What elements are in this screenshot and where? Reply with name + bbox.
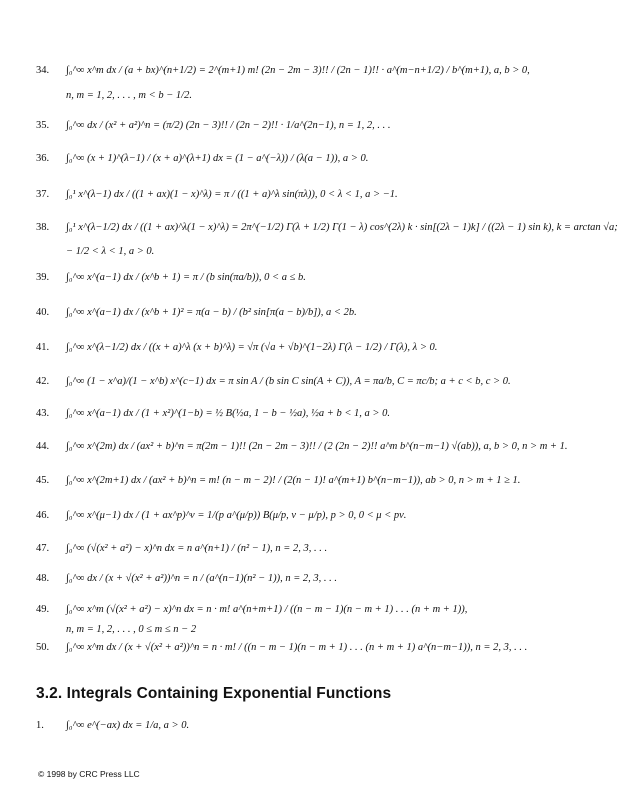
equation-body: ∫₀^∞ x^(2m+1) dx / (ax² + b)^n = m! (n − m − 2)! / (2(n − 1)! a^(m+1) b^(n−m−1)), ab > 0, n > m + 1 ≥ 1.	[66, 475, 521, 486]
equation-body: ∫₀^∞ x^(λ−1/2) dx / ((x + a)^λ (x + b)^λ) = √π (√a + √b)^(1−2λ) Γ(λ − 1/2) / Γ(λ), λ > 0.	[66, 342, 438, 353]
equation-condition: − 1/2 < λ < 1, a > 0.	[66, 246, 155, 257]
equation-number: 35.	[36, 120, 50, 131]
equation-condition: n, m = 1, 2, . . . , m < b − 1/2.	[66, 90, 192, 101]
equation-body: ∫₀^∞ x^(2m) dx / (ax² + b)^n = π(2m − 1)!! (2n − 2m − 3)!! / (2 (2n − 2)!! a^m b^(n−m−1) √(ab)), a, b > 0, n > m + 1.	[66, 441, 568, 452]
equation-body: ∫₀^∞ (√(x² + a²) − x)^n dx = n a^(n+1) / (n² − 1), n = 2, 3, . . .	[66, 543, 328, 554]
equation-number: 34.	[36, 65, 50, 76]
equation-body: ∫₀^∞ (x + 1)^(λ−1) / (x + a)^(λ+1) dx = (1 − a^(−λ)) / (λ(a − 1)), a > 0.	[66, 153, 369, 164]
equation-body: ∫₀^∞ x^(a−1) dx / (x^b + 1)² = π(a − b) / (b² sin[π(a − b)/b]), a < 2b.	[66, 307, 357, 318]
equation-body: ∫₀^∞ x^m dx / (x + √(x² + a²))^n = n · m! / ((n − m − 1)(n − m + 1) . . . (n + m + 1) a^(n−m−1)), n = 2, 3, . . .	[66, 642, 528, 653]
equation-number: 44.	[36, 441, 50, 452]
equation-number: 45.	[36, 475, 50, 486]
equation-number: 49.	[36, 604, 50, 615]
copyright-footer: © 1998 by CRC Press LLC	[38, 769, 140, 779]
equation-number: 43.	[36, 408, 50, 419]
equation-body: ∫₀^∞ (1 − x^a)/(1 − x^b) x^(c−1) dx = π sin A / (b sin C sin(A + C)), A = πa/b, C = πc/b; a + c < b, c > 0.	[66, 376, 511, 387]
equation-number: 38.	[36, 222, 50, 233]
equation-body: ∫₀^∞ x^(a−1) dx / (x^b + 1) = π / (b sin(πa/b)), 0 < a ≤ b.	[66, 272, 306, 283]
equation-body: ∫₀^∞ x^m dx / (a + bx)^(n+1/2) = 2^(m+1) m! (2n − 2m − 3)!! / (2n − 1)!! · a^(m−n+1/2) / b^(m+1), a, b > 0,	[66, 65, 530, 76]
equation-number: 39.	[36, 272, 50, 283]
equation-body: ∫₀^∞ dx / (x² + a²)^n = (π/2) (2n − 3)!! / (2n − 2)!! · 1/a^(2n−1), n = 1, 2, . . .	[66, 120, 391, 131]
equation-body: ∫₀¹ x^(λ−1/2) dx / ((1 + ax)^λ(1 − x)^λ) = 2π^(−1/2) Γ(λ + 1/2) Γ(1 − λ) cos^(2λ) k · sin[(2λ − 1)k] / ((2λ − 1) sin k), k = arctan √a;	[66, 222, 618, 233]
equation-number: 1.	[36, 720, 44, 731]
equation-number: 47.	[36, 543, 50, 554]
equation-body: ∫₀¹ x^(λ−1) dx / ((1 + ax)(1 − x)^λ) = π / ((1 + a)^λ sin(πλ)), 0 < λ < 1, a > −1.	[66, 189, 398, 200]
equation-number: 46.	[36, 510, 50, 521]
equation-number: 50.	[36, 642, 50, 653]
section-title: 3.2. Integrals Containing Exponential Functions	[36, 685, 392, 702]
equation-condition: n, m = 1, 2, . . . , 0 ≤ m ≤ n − 2	[66, 624, 197, 635]
equation-34	[36, 65, 530, 105]
equation-body: ∫₀^∞ dx / (x + √(x² + a²))^n = n / (a^(n−1)(n² − 1)), n = 2, 3, . . .	[66, 573, 338, 584]
equation-number: 42.	[36, 376, 50, 387]
equation-number: 40.	[36, 307, 50, 318]
equation-number: 41.	[36, 342, 50, 353]
equation-body: ∫₀^∞ x^(μ−1) dx / (1 + ax^p)^ν = 1/(p a^(μ/p)) B(μ/p, ν − μ/p), p > 0, 0 < μ < pν.	[66, 510, 407, 521]
equation-body: ∫₀^∞ x^(a−1) dx / (1 + x²)^(1−b) = ½ B(½a, 1 − b − ½a), ½a + b < 1, a > 0.	[66, 408, 391, 419]
equation-number: 36.	[36, 153, 50, 164]
equation-body: ∫₀^∞ e^(−ax) dx = 1/a, a > 0.	[66, 720, 190, 731]
equation-number: 37.	[36, 189, 50, 200]
equation-49	[36, 604, 530, 638]
equation-body: ∫₀^∞ x^m (√(x² + a²) − x)^n dx = n · m! a^(n+m+1) / ((n − m − 1)(n − m + 1) . . . (n + m + 1)),	[66, 604, 468, 615]
equation-number: 48.	[36, 573, 50, 584]
